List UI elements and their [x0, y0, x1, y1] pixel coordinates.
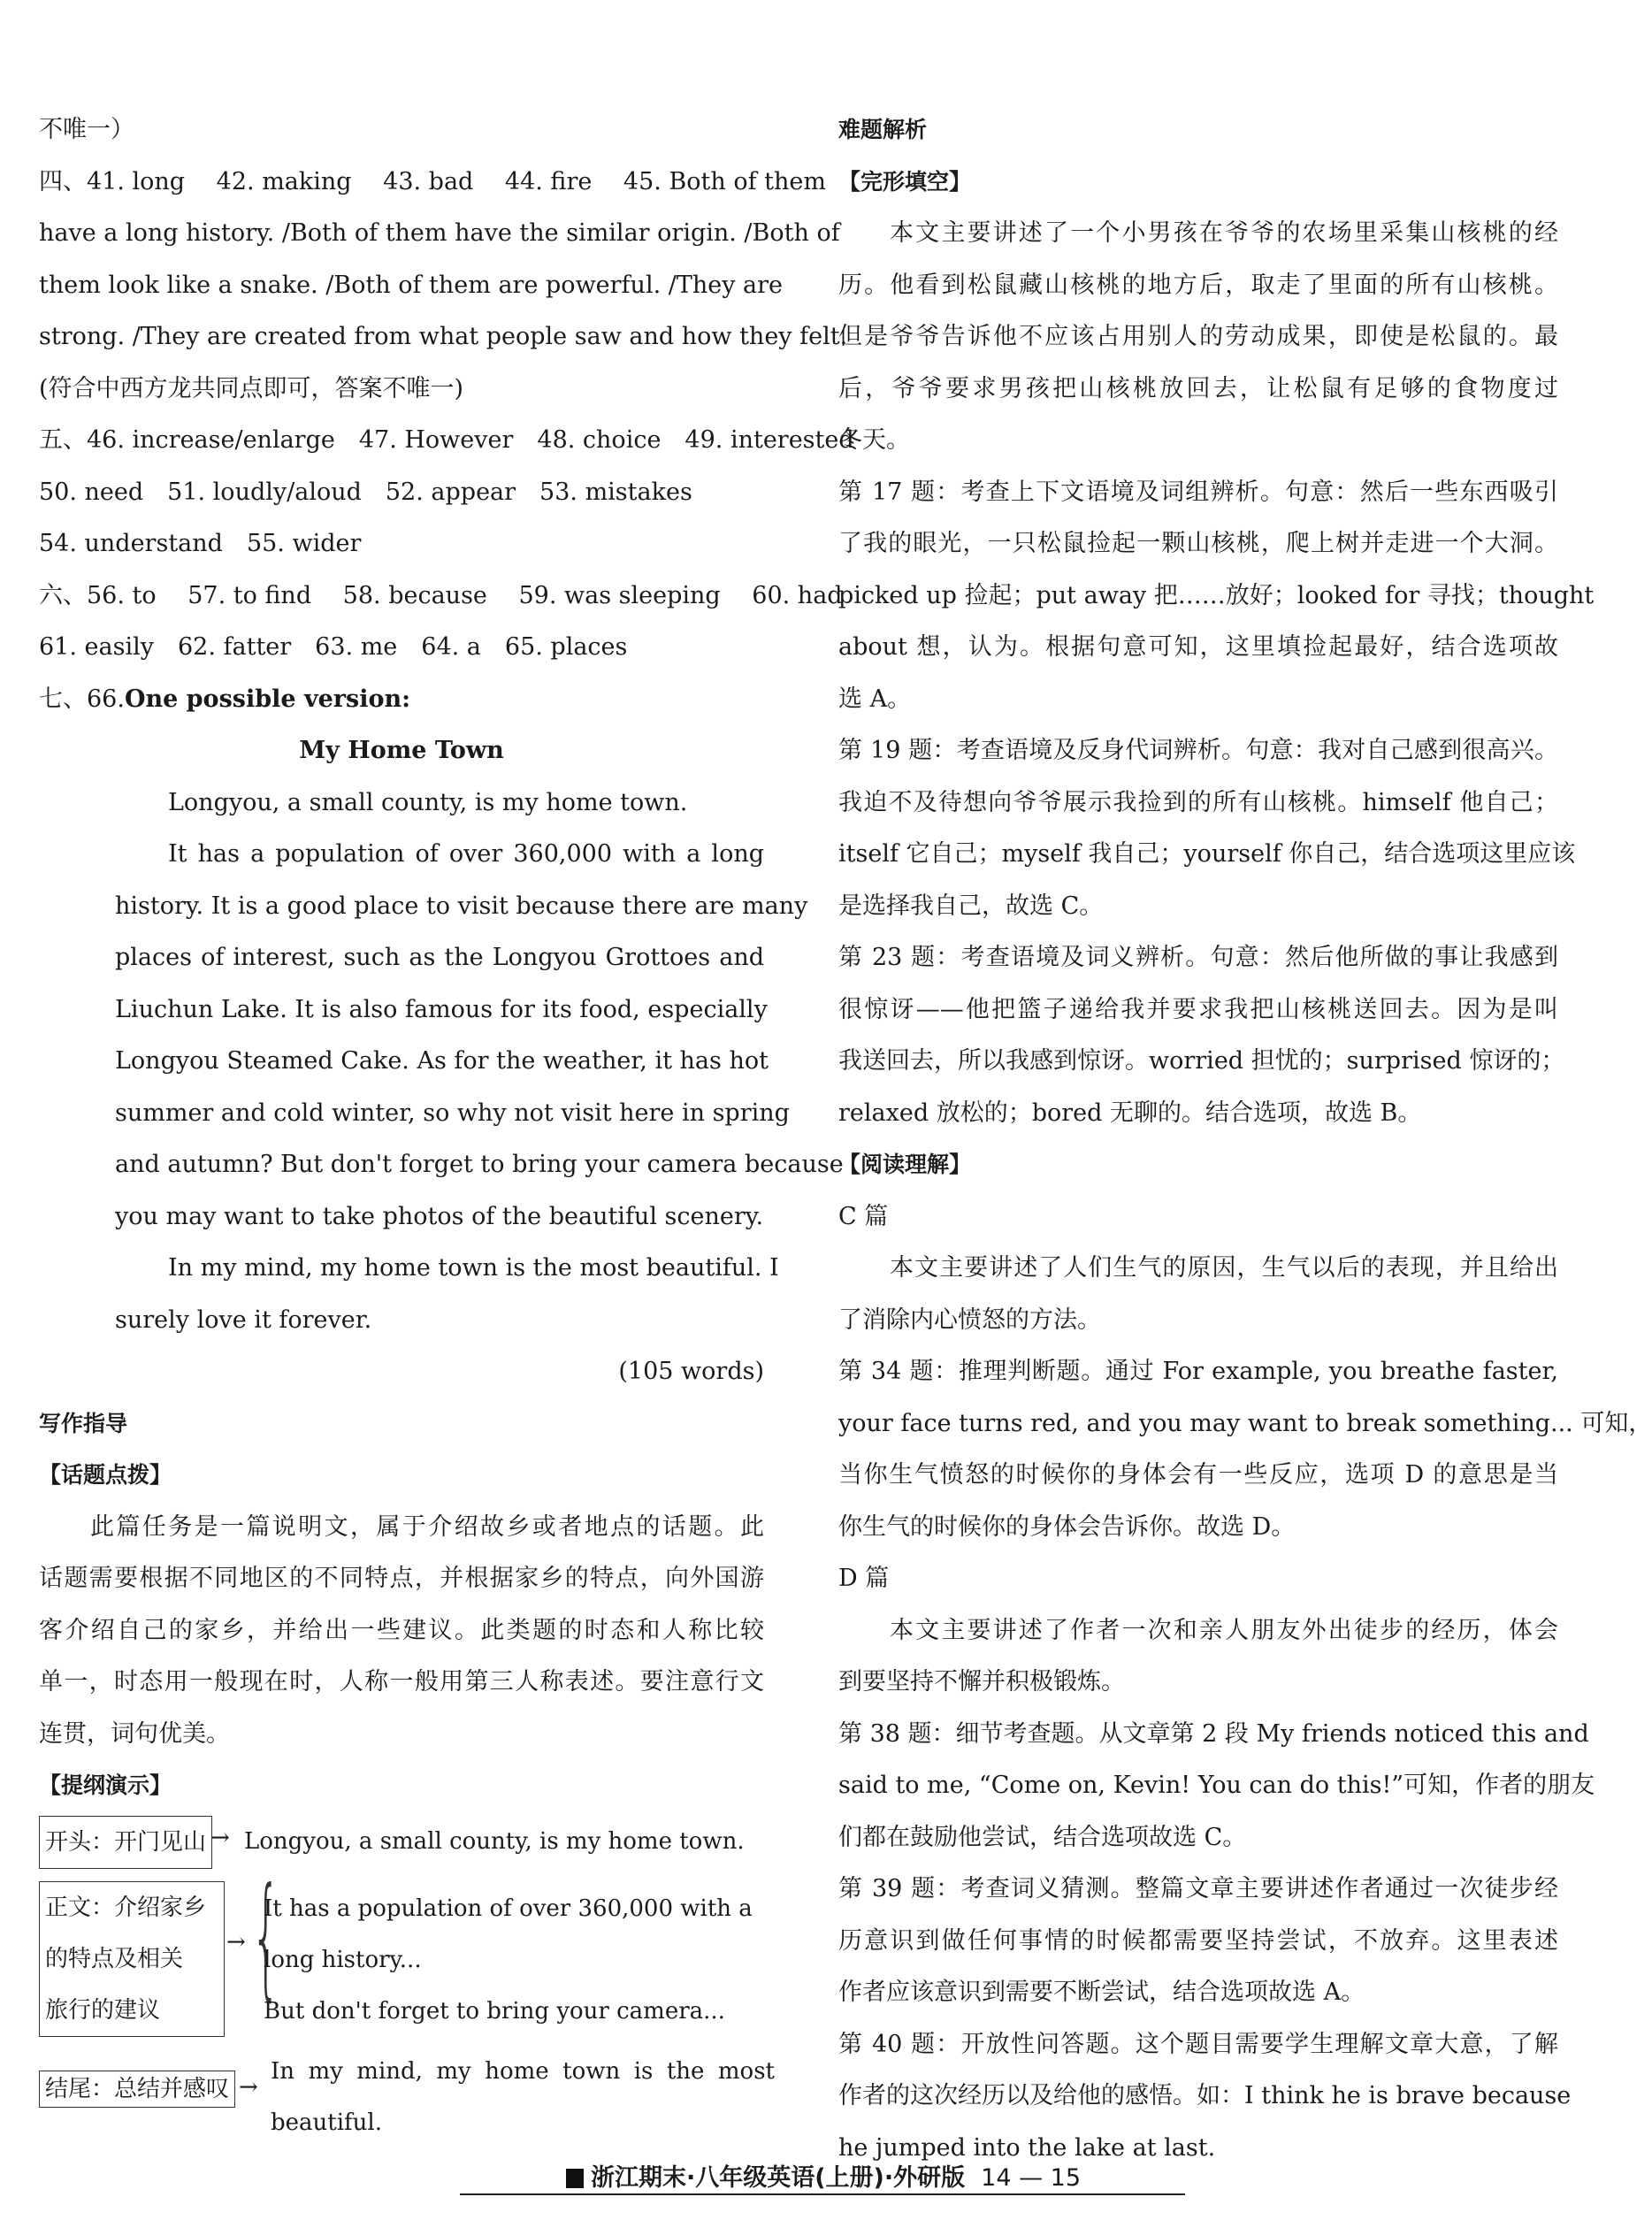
- text-line: 历。他看到松鼠藏山核桃的地方后，取走了里面的所有山核桃。: [838, 271, 1558, 299]
- essay-line: It has a population of over 360,000 with a long: [168, 840, 764, 868]
- text-line: 不唯一）: [39, 116, 134, 143]
- essay-line: Longyou Steamed Cake. As for the weather, it has hot: [115, 1047, 769, 1075]
- text-line: 本文主要讲述了作者一次和亲人朋友外出徒步的经历，体会: [890, 1616, 1558, 1644]
- text-line: (符合中西方龙共同点即可，答案不唯一): [39, 374, 464, 402]
- brace-icon: {: [251, 1859, 281, 2014]
- text-line: 54. understand 55. wider: [39, 530, 362, 557]
- text-line: 很惊讶——他把篮子递给我并要求我把山核桃送回去。因为是叫: [838, 995, 1558, 1023]
- text-line: 第 38 题：细节考查题。从文章第 2 段 My friends noticed this and: [838, 1719, 1589, 1748]
- arrow-icon: →: [239, 2073, 258, 2101]
- outline-end-text: beautiful.: [271, 2109, 382, 2136]
- text-line: 作者应该意识到需要不断尝试，结合选项故选 A。: [838, 1979, 1365, 2006]
- text-line: picked up 捡起；put away 把……放好；looked for 寻找；thought: [838, 581, 1595, 609]
- text-line: 我送回去，所以我感到惊讶。worried 担忧的；surprised 惊讶的；: [838, 1047, 1565, 1075]
- arrow-icon: →: [210, 1824, 230, 1851]
- text-line: 了消除内心愤怒的方法。: [838, 1305, 1101, 1334]
- passage-d-label: D 篇: [838, 1565, 890, 1592]
- text-line: 了我的眼光，一只松鼠捡起一颗山核桃，爬上树并走进一个大洞。: [838, 530, 1558, 557]
- text-line: 历意识到做任何事情的时候都需要坚持尝试，不放弃。这里表述: [838, 1926, 1558, 1955]
- essay-title: My Home Town: [299, 737, 504, 764]
- text-line: 你生气的时候你的身体会告诉你。故选 D。: [838, 1512, 1296, 1541]
- cloze-heading: 【完形填空】: [838, 168, 972, 195]
- text-line: 50. need 51. loudly/aloud 52. appear 53. mistakes: [39, 478, 692, 506]
- essay-line: Liuchun Lake. It is also famous for its food, especially: [115, 995, 768, 1023]
- outline-start-box: 开头：开门见山: [39, 1816, 212, 1869]
- essay-line: history. It is a good place to visit because there are many: [115, 892, 808, 920]
- footer-rule: [460, 2193, 1185, 2195]
- q66-label: One possible version:: [124, 685, 411, 713]
- square-icon: [566, 2169, 584, 2188]
- text-line: strong. /They are created from what people saw and how they felt.: [39, 323, 848, 350]
- reading-heading: 【阅读理解】: [838, 1152, 972, 1177]
- text-line: said to me, “Come on, Kevin! You can do this!”可知，作者的朋友: [838, 1772, 1595, 1799]
- page-footer: [0, 2158, 1647, 2193]
- text-line: 本文主要讲述了人们生气的原因，生气以后的表现，并且给出: [890, 1254, 1558, 1282]
- text-line: 第 23 题：考查语境及词义辨析。句意：然后他所做的事让我感到: [838, 944, 1558, 971]
- q66-prefix: 七、66.: [39, 685, 125, 713]
- essay-line: Longyou, a small county, is my home town.: [168, 788, 688, 816]
- page-number: 14 — 15: [981, 2164, 1082, 2192]
- essay-line: and autumn? But don't forget to bring your camera because: [115, 1151, 844, 1178]
- outline-start-text: Longyou, a small county, is my home town.: [244, 1827, 745, 1855]
- text-line: them look like a snake. /Both of them are powerful. /They are: [39, 271, 784, 299]
- text-line: your face turns red, and you may want to break something... 可知，: [838, 1409, 1652, 1437]
- essay-line: you may want to take photos of the beautiful scenery.: [115, 1202, 764, 1230]
- text-line: 是选择我自己，故选 C。: [838, 892, 1104, 920]
- essay-line: places of interest, such as the Longyou Grottoes and: [115, 944, 764, 971]
- essay-line: In my mind, my home town is the most beautiful. I: [168, 1254, 779, 1282]
- text-line: 当你生气愤怒的时候你的身体会有一些反应，选项 D 的意思是当: [838, 1461, 1558, 1489]
- outline-body-label-line: 正文：介绍家乡: [45, 1894, 207, 1921]
- essay-line: surely love it forever.: [115, 1305, 372, 1334]
- writing-heading: 写作指导: [39, 1410, 128, 1436]
- outline-body-text: long history...: [264, 1946, 422, 1973]
- outline-end-text: In my mind, my home town is the most: [271, 2057, 775, 2085]
- text-line: he jumped into the lake at last.: [838, 2133, 1216, 2162]
- topic-line: 连贯，词句优美。: [39, 1719, 230, 1748]
- topic-line: 此篇任务是一篇说明文，属于介绍故乡或者地点的话题。此: [90, 1512, 764, 1541]
- right-column: [838, 104, 1652, 2174]
- text-line: have a long history. /Both of them have the similar origin. /Both of: [39, 219, 840, 247]
- text-line: 第 19 题：考查语境及反身代词辨析。句意：我对自己感到很高兴。: [838, 737, 1558, 764]
- word-count: (105 words): [618, 1358, 764, 1385]
- text-line: 五、46. increase/enlarge 47. However 48. choice 49. interested: [39, 426, 854, 454]
- text-line: 我迫不及待想向爷爷展示我捡到的所有山核桃。himself 他自己；: [838, 788, 1558, 816]
- essay-line: summer and cold winter, so why not visit here in spring: [115, 1099, 790, 1127]
- outline-end-box: 结尾：总结并感叹: [39, 2071, 235, 2108]
- outline-body-text: But don't forget to bring your camera...: [264, 1997, 725, 2025]
- text-line: 但是爷爷告诉他不应该占用别人的劳动成果，即使是松鼠的。最: [838, 323, 1558, 350]
- text-line: 61. easily 62. fatter 63. me 64. a 65. places: [39, 633, 628, 661]
- text-line: relaxed 放松的；bored 无聊的。结合选项，故选 B。: [838, 1099, 1422, 1127]
- text-line: 第 17 题：考查上下文语境及词组辨析。句意：然后一些东西吸引: [838, 478, 1558, 506]
- text-line: 们都在鼓励他尝试，结合选项故选 C。: [838, 1823, 1247, 1851]
- text-line: 后，爷爷要求男孩把山核桃放回去，让松鼠有足够的食物度过: [838, 374, 1558, 402]
- outline-body-label-line: 旅行的建议: [45, 1996, 161, 2024]
- topic-line: 话题需要根据不同地区的不同特点，并根据家乡的特点，向外国游: [39, 1565, 764, 1592]
- text-line: 作者的这次经历以及给他的感悟。如：I think he is brave because: [838, 2082, 1572, 2109]
- passage-c-label: C 篇: [838, 1202, 889, 1230]
- text-line: 第 39 题：考查词义猜测。整篇文章主要讲述作者通过一次徒步经: [838, 1875, 1558, 1902]
- outline-diagram: [39, 1812, 775, 2184]
- analysis-heading: 难题解析: [838, 117, 928, 142]
- outline-heading: 【提纲演示】: [39, 1772, 172, 1798]
- q66-line: [39, 674, 764, 726]
- text-line: itself 它自己；myself 我自己；yourself 你自己，结合选项这里应该: [838, 840, 1576, 868]
- topic-heading: 【话题点拨】: [39, 1462, 172, 1488]
- text-line: 本文主要讲述了一个小男孩在爷爷的农场里采集山核桃的经: [890, 219, 1558, 247]
- footer-title: 浙江期末·八年级英语(上册)·外研版: [590, 2164, 966, 2192]
- text-line: 六、56. to 57. to find 58. because 59. was sleeping 60. had: [39, 581, 843, 609]
- topic-line: 单一，时态用一般现在时，人称一般用第三人称表述。要注意行文: [39, 1668, 764, 1696]
- text-line: 选 A。: [838, 685, 912, 713]
- outline-body-box: [39, 1881, 225, 2037]
- text-line: 第 34 题：推理判断题。通过 For example, you breathe faster,: [838, 1358, 1558, 1385]
- topic-line: 客介绍自己的家乡，并给出一些建议。此类题的时态和人称比较: [39, 1616, 764, 1644]
- text-line: 冬天。: [838, 426, 910, 454]
- arrow-icon: →: [226, 1928, 246, 1956]
- text-line: 到要坚持不懈并积极锻炼。: [838, 1668, 1125, 1696]
- text-line: 四、41. long 42. making 43. bad 44. fire 45. Both of them: [39, 167, 826, 195]
- text-line: 第 40 题：开放性问答题。这个题目需要学生理解文章大意，了解: [838, 2030, 1558, 2058]
- outline-body-label-line: 的特点及相关: [45, 1945, 184, 1972]
- text-line: about 想，认为。根据句意可知，这里填捡起最好，结合选项故: [838, 633, 1558, 661]
- outline-body-text: It has a population of over 360,000 with a: [264, 1895, 753, 1922]
